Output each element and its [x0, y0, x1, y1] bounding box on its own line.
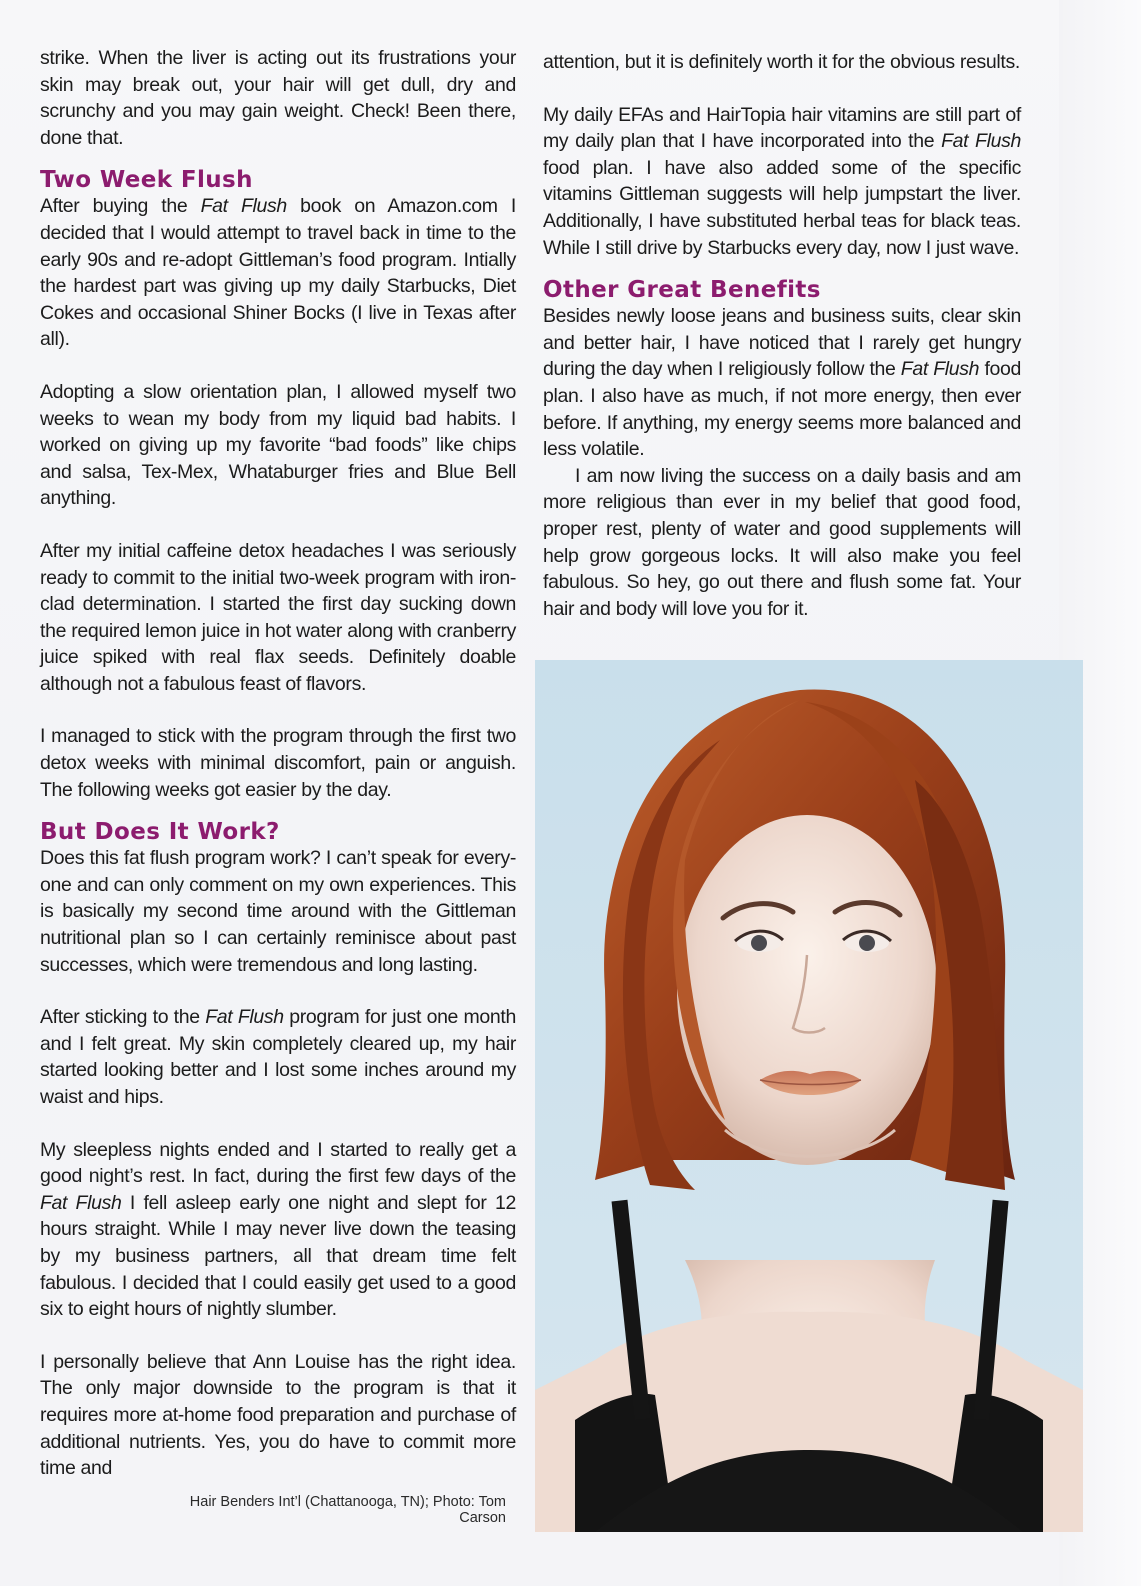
paragraph: Does this fat flush program work? I can’t speak for every-one and can only comment on my own experiences. This is basically my second time around with the Gittleman nutritional plan so I can certainly reminisce about past successes, which were tremendous and long lasting. [40, 847, 516, 976]
right-column [543, 49, 1021, 622]
portrait-illustration [535, 660, 1083, 1532]
section-heading-but-does-it-work: But Does It Work? [40, 819, 280, 846]
left-column [40, 45, 516, 1482]
paragraph: After my initial caffeine detox headaches I was seriously ready to commit to the initial two-week program with iron-clad determination. I started the first day sucking down the required lemon juice in hot water along with cranberry juice spiked with real flax seeds. Definitely doable although not a fabulous feast of flavors. [40, 539, 516, 695]
paragraph: I personally believe that Ann Louise has the right idea. The only major downside to the program is that it requires more at-home food preparation and purchase of additional nutrients. Yes, you do have to commit more time and [40, 1350, 516, 1480]
paragraph: I am now living the success on a daily basis and am more religious than ever in my belief that good food, proper rest, plenty of water and good supplements will help grow gorgeous locks. It will also make you feel fabulous. So hey, go out there and flush some fat. Your hair and body will love you for it. [543, 464, 1021, 620]
book-title: Fat Flush [200, 195, 287, 218]
book-title: Fat Flush [941, 130, 1021, 153]
paragraph: attention, but it is definitely worth it for the obvious results. [543, 51, 1020, 73]
section-heading-other-great-benefits: Other Great Benefits [543, 277, 821, 304]
photo-credit: Hair Benders Int’l (Chattanooga, TN); Photo: Tom Carson [189, 1494, 506, 1526]
paragraph: My sleepless nights ended and I started to really get a good night’s rest. In fact, during the first few days of the Fat Flush I fell asleep early one night and slept for 12 hours straight. While I may never live down the teasing by my business partners, all that dream time felt fabulous. I decided that I could easily get used to a good six to eight hours of nightly slumber. [40, 1138, 516, 1321]
paragraph: I managed to stick with the program through the first two detox weeks with minimal discomfort, pain or anguish. The following weeks got easier by the day. [40, 725, 516, 801]
book-title: Fat Flush [205, 1006, 284, 1029]
book-title: Fat Flush [40, 1191, 122, 1214]
book-title: Fat Flush [900, 358, 980, 381]
section-heading-two-week-flush: Two Week Flush [40, 167, 253, 194]
paragraph: After sticking to the Fat Flush program for just one month and I felt great. My skin completely cleared up, my hair started looking better and I lost some inches around my waist and hips. [40, 1006, 516, 1108]
paragraph: Adopting a slow orientation plan, I allowed myself two weeks to wean my body from my liquid bad habits. I worked on giving up my favorite “bad foods” like chips and salsa, Tex-Mex, Whataburger fries and Blue Bell anything. [40, 380, 516, 510]
paragraph: strike. When the liver is acting out its frustrations your skin may break out, your hair will get dull, dry and scrunchy and you may gain weight. Check! Been there, done that. [40, 47, 516, 149]
paragraph: Besides newly loose jeans and business suits, clear skin and better hair, I have noticed that I rarely get hungry during the day when I religiously follow the Fat Flush food plan. I also have as much, if not more energy, then ever before. If anything, my energy seems more balanced and less volatile. [543, 305, 1021, 461]
paragraph: My daily EFAs and HairTopia hair vitamins are still part of my daily plan that I have incorporated into the Fat Flush food plan. I have also added some of the specific vitamins Gittleman suggests will help jumpstart the liver. Additionally, I have substituted herbal teas for black teas. While I still drive by Starbucks every day, now I just wave. [543, 103, 1021, 259]
portrait-photo [535, 660, 1083, 1532]
paragraph: After buying the Fat Flush book on Amazon.com I decided that I would attempt to travel back in time to the early 90s and re-adopt Gittleman’s food program. Intially the hardest part was giving up my daily Starbucks, Diet Cokes and occasional Shiner Bocks (I live in Texas after all). [40, 195, 516, 351]
